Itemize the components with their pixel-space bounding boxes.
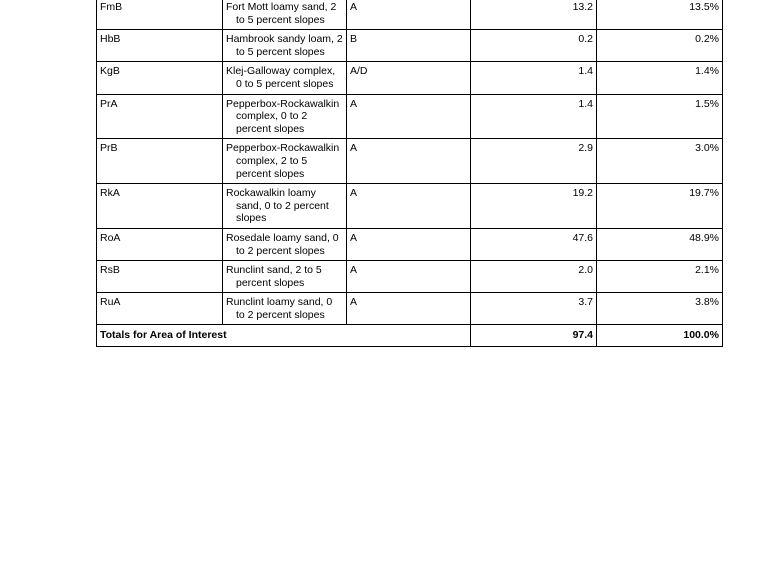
percent-of-aoi: 3.0% xyxy=(597,139,723,184)
table-row xyxy=(97,184,723,229)
map-unit-name xyxy=(223,139,347,184)
table-row xyxy=(97,293,723,325)
acres-in-aoi: 19.2 xyxy=(471,184,597,229)
percent-of-aoi: 2.1% xyxy=(597,261,723,293)
acres-in-aoi: 3.7 xyxy=(471,293,597,325)
table-row xyxy=(97,261,723,293)
percent-of-aoi: 1.4% xyxy=(597,62,723,94)
map-unit-symbol: RsB xyxy=(97,261,223,293)
percent-of-aoi: 3.8% xyxy=(597,293,723,325)
percent-of-aoi: 48.9% xyxy=(597,228,723,260)
map-unit-name xyxy=(223,30,347,62)
map-unit-symbol: HbB xyxy=(97,30,223,62)
table-row xyxy=(97,94,723,139)
rating: A/D xyxy=(347,62,471,94)
acres-in-aoi: 0.2 xyxy=(471,30,597,62)
map-unit-symbol: FmB xyxy=(97,0,223,30)
percent-of-aoi: 1.5% xyxy=(597,94,723,139)
acres-in-aoi: 13.2 xyxy=(471,0,597,30)
map-unit-name xyxy=(223,62,347,94)
table-row xyxy=(97,30,723,62)
table-row xyxy=(97,228,723,260)
percent-of-aoi: 19.7% xyxy=(597,184,723,229)
acres-in-aoi: 2.0 xyxy=(471,261,597,293)
map-unit-name-text: Fort Mott loamy sand, 2 to 5 percent slopes xyxy=(226,1,337,26)
map-unit-symbol: RuA xyxy=(97,293,223,325)
map-unit-name-text: Rosedale loamy sand, 0 to 2 percent slopes xyxy=(226,231,339,257)
map-unit-name-text: Runclint sand, 2 to 5 percent slopes xyxy=(226,264,322,289)
rating: A xyxy=(347,228,471,260)
map-unit-name xyxy=(223,261,347,293)
map-unit-name xyxy=(223,184,347,229)
rating: A xyxy=(347,94,471,139)
totals-label: Totals for Area of Interest xyxy=(97,325,471,347)
map-unit-name xyxy=(223,0,347,30)
percent-of-aoi: 0.2% xyxy=(597,30,723,62)
rating: A xyxy=(347,139,471,184)
map-unit-symbol: PrB xyxy=(97,139,223,184)
map-unit-name-text: Klej-Galloway complex, 0 to 5 percent slopes xyxy=(226,65,336,90)
totals-row xyxy=(97,325,723,347)
table-row xyxy=(97,0,723,30)
map-unit-name-text: Rockawalkin loamy sand, 0 to 2 percent slopes xyxy=(226,187,329,225)
rating: A xyxy=(347,293,471,325)
map-unit-name-text: Pepperbox-Rockawalkin complex, 2 to 5 percent slopes xyxy=(226,142,340,180)
acres-in-aoi: 1.4 xyxy=(471,62,597,94)
rating: B xyxy=(347,30,471,62)
map-unit-symbol: RoA xyxy=(97,228,223,260)
map-unit-symbol: RkA xyxy=(97,184,223,229)
rating: A xyxy=(347,184,471,229)
map-unit-symbol: PrA xyxy=(97,94,223,139)
rating: A xyxy=(347,0,471,30)
map-unit-name-text: Runclint loamy sand, 0 to 2 percent slopes xyxy=(226,296,333,321)
map-unit-name xyxy=(223,94,347,139)
soil-map-unit-table xyxy=(96,0,723,347)
map-unit-symbol: KgB xyxy=(97,62,223,94)
percent-of-aoi: 13.5% xyxy=(597,0,723,30)
map-unit-name-text: Hambrook sandy loam, 2 to 5 percent slopes xyxy=(226,33,343,58)
totals-percent: 100.0% xyxy=(597,325,723,347)
acres-in-aoi: 2.9 xyxy=(471,139,597,184)
totals-acres: 97.4 xyxy=(471,325,597,347)
map-unit-name xyxy=(223,293,347,325)
map-unit-name xyxy=(223,228,347,260)
rating: A xyxy=(347,261,471,293)
table-row xyxy=(97,139,723,184)
acres-in-aoi: 47.6 xyxy=(471,228,597,260)
table-row xyxy=(97,62,723,94)
acres-in-aoi: 1.4 xyxy=(471,94,597,139)
map-unit-name-text: Pepperbox-Rockawalkin complex, 0 to 2 percent slopes xyxy=(226,97,340,135)
